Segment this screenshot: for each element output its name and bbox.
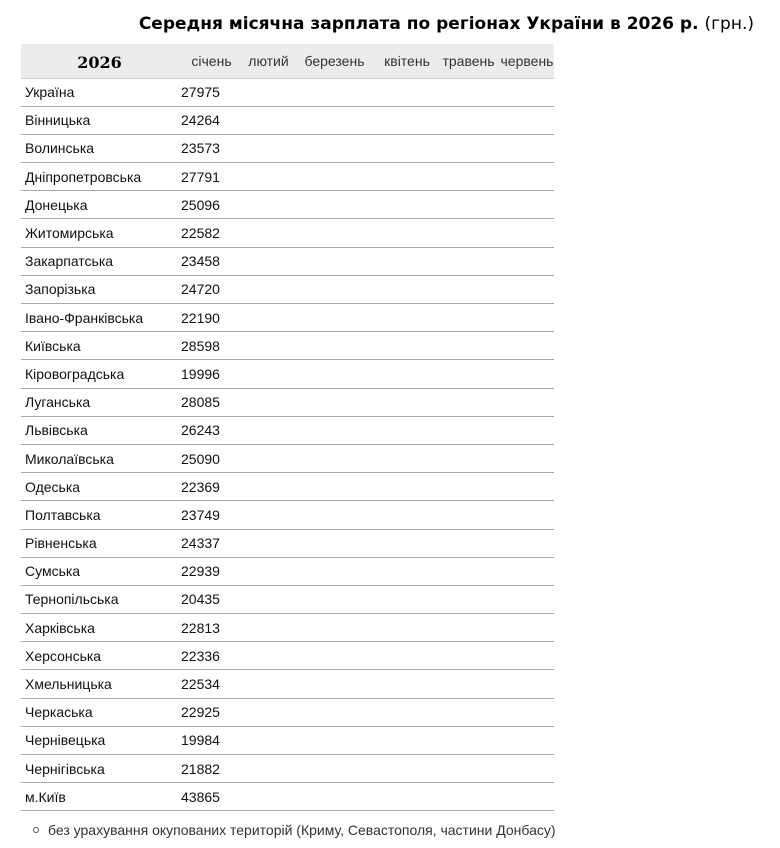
salary-empty-cell [500,755,554,783]
salary-empty-cell [245,444,292,472]
salary-empty-cell [500,388,554,416]
salary-empty-cell [245,585,292,613]
region-name-cell: Івано-Франківська [25,309,144,326]
salary-empty-cell [437,698,500,726]
table-row [21,275,554,303]
salary-empty-cell [437,614,500,642]
salary-empty-cell [437,332,500,360]
salary-empty-cell [292,360,377,388]
salary-empty-cell [292,219,377,247]
salary-empty-cell [437,473,500,501]
salary-empty-cell [500,78,554,106]
salary-empty-cell [292,134,377,162]
salary-jan-cell: 25090 [181,450,220,467]
salary-empty-cell [245,332,292,360]
salary-empty-cell [377,642,437,670]
region-name-cell: Житомирська [25,225,114,242]
region-name-cell: м.Київ [25,788,66,805]
salary-empty-cell [500,642,554,670]
salary-empty-cell [377,585,437,613]
page-title [139,12,754,36]
salary-jan-cell: 21882 [181,760,220,777]
region-name-cell: Харківська [25,619,95,636]
salary-empty-cell [292,332,377,360]
salary-empty-cell [292,388,377,416]
table-row [21,78,554,106]
salary-table [21,44,554,811]
salary-empty-cell [292,783,377,811]
table-row [21,698,554,726]
region-name-cell: Миколаївська [25,450,114,467]
table-row [21,529,554,557]
salary-empty-cell [437,557,500,585]
salary-jan-cell: 23749 [181,506,220,523]
salary-empty-cell [377,416,437,444]
salary-empty-cell [500,332,554,360]
salary-jan-cell: 22534 [181,676,220,693]
salary-empty-cell [500,585,554,613]
salary-empty-cell [437,219,500,247]
table-row [21,304,554,332]
salary-empty-cell [500,416,554,444]
salary-empty-cell [437,247,500,275]
table-row [21,670,554,698]
region-name-cell: Донецька [25,196,88,213]
salary-empty-cell [292,755,377,783]
salary-empty-cell [245,78,292,106]
salary-jan-cell: 22925 [181,704,220,721]
salary-empty-cell [377,134,437,162]
salary-empty-cell [437,416,500,444]
salary-empty-cell [500,106,554,134]
salary-empty-cell [437,304,500,332]
salary-empty-cell [292,501,377,529]
salary-jan-cell: 22190 [181,309,220,326]
salary-empty-cell [245,106,292,134]
salary-empty-cell [245,416,292,444]
region-name-cell: Хмельницька [25,676,112,693]
table-row [21,557,554,585]
salary-empty-cell [292,698,377,726]
table-body [21,78,554,811]
table-row [21,783,554,811]
region-name-cell: Київська [25,337,81,354]
month-header-feb: лютий [248,52,289,69]
salary-empty-cell [377,529,437,557]
table-row [21,444,554,472]
table-header-row [21,44,554,78]
salary-jan-cell: 25096 [181,196,220,213]
salary-empty-cell [292,557,377,585]
region-name-cell: Кіровоградська [25,365,125,382]
salary-empty-cell [292,670,377,698]
region-name-cell: Луганська [25,394,91,411]
salary-jan-cell: 26243 [181,422,220,439]
region-name-cell: Тернопільська [25,591,119,608]
salary-jan-cell: 43865 [181,788,220,805]
table-row [21,642,554,670]
table-row [21,219,554,247]
region-name-cell: Львівська [25,422,88,439]
salary-empty-cell [292,304,377,332]
salary-empty-cell [292,726,377,754]
salary-empty-cell [377,106,437,134]
salary-empty-cell [437,444,500,472]
circle-bullet-icon [33,827,39,833]
salary-empty-cell [500,614,554,642]
region-name-cell: Україна [25,84,75,101]
salary-jan-cell: 22369 [181,478,220,495]
salary-empty-cell [377,444,437,472]
table-row [21,106,554,134]
salary-empty-cell [437,585,500,613]
salary-empty-cell [292,78,377,106]
table-row [21,163,554,191]
salary-empty-cell [500,473,554,501]
salary-empty-cell [437,106,500,134]
salary-empty-cell [292,191,377,219]
region-name-cell: Волинська [25,140,95,157]
month-header-apr: квітень [384,52,430,69]
salary-jan-cell: 24720 [181,281,220,298]
salary-empty-cell [437,783,500,811]
salary-empty-cell [245,191,292,219]
salary-empty-cell [377,388,437,416]
salary-empty-cell [377,726,437,754]
salary-empty-cell [500,163,554,191]
title-text: Середня місячна зарплата по регіонах України в 2026 р. [138,14,699,34]
salary-empty-cell [500,191,554,219]
salary-empty-cell [377,332,437,360]
region-name-cell: Чернігівська [25,760,105,777]
table-row [21,501,554,529]
salary-empty-cell [377,275,437,303]
salary-empty-cell [377,163,437,191]
region-name-cell: Вінницька [25,112,91,129]
salary-empty-cell [377,698,437,726]
table-row [21,134,554,162]
salary-empty-cell [500,783,554,811]
salary-empty-cell [377,247,437,275]
month-header-jan: січень [191,52,232,69]
salary-empty-cell [500,275,554,303]
salary-empty-cell [245,783,292,811]
salary-jan-cell: 19996 [181,365,220,382]
region-name-cell: Чернівецька [25,732,106,749]
salary-empty-cell [292,473,377,501]
table-row [21,755,554,783]
salary-empty-cell [437,726,500,754]
salary-empty-cell [437,642,500,670]
salary-empty-cell [245,163,292,191]
salary-empty-cell [245,557,292,585]
salary-empty-cell [377,614,437,642]
salary-empty-cell [437,163,500,191]
table-row [21,585,554,613]
region-name-cell: Черкаська [25,704,93,721]
salary-empty-cell [377,501,437,529]
region-name-cell: Запорізька [25,281,96,298]
salary-empty-cell [377,783,437,811]
salary-jan-cell: 24264 [181,112,220,129]
salary-empty-cell [437,275,500,303]
salary-jan-cell: 22813 [181,619,220,636]
salary-jan-cell: 19984 [181,732,220,749]
salary-empty-cell [245,134,292,162]
salary-empty-cell [437,755,500,783]
salary-empty-cell [245,614,292,642]
salary-empty-cell [437,501,500,529]
salary-empty-cell [437,78,500,106]
salary-jan-cell: 23573 [181,140,220,157]
footnote-list [30,820,556,840]
salary-empty-cell [437,529,500,557]
salary-jan-cell: 24337 [181,535,220,552]
salary-empty-cell [437,388,500,416]
salary-empty-cell [292,444,377,472]
salary-empty-cell [377,219,437,247]
salary-empty-cell [245,501,292,529]
salary-empty-cell [377,78,437,106]
salary-empty-cell [245,670,292,698]
salary-empty-cell [377,557,437,585]
year-header: 2026 [77,53,122,73]
table-row [21,332,554,360]
salary-empty-cell [437,134,500,162]
salary-empty-cell [292,416,377,444]
region-name-cell: Полтавська [25,506,101,523]
salary-empty-cell [245,529,292,557]
salary-empty-cell [292,275,377,303]
salary-empty-cell [500,726,554,754]
salary-empty-cell [500,247,554,275]
salary-empty-cell [500,501,554,529]
salary-empty-cell [377,755,437,783]
month-header-may: травень [442,52,495,69]
salary-empty-cell [437,191,500,219]
salary-empty-cell [292,585,377,613]
salary-empty-cell [245,698,292,726]
footnote-item [30,820,556,840]
salary-jan-cell: 22939 [181,563,220,580]
salary-empty-cell [292,163,377,191]
salary-empty-cell [500,698,554,726]
salary-empty-cell [245,247,292,275]
salary-empty-cell [245,304,292,332]
salary-empty-cell [500,444,554,472]
salary-jan-cell: 27791 [181,168,220,185]
region-name-cell: Дніпропетровська [25,168,142,185]
salary-jan-cell: 22336 [181,647,220,664]
salary-empty-cell [377,304,437,332]
salary-empty-cell [292,106,377,134]
salary-empty-cell [500,304,554,332]
salary-jan-cell: 27975 [181,84,220,101]
table-row [21,416,554,444]
salary-jan-cell: 22582 [181,225,220,242]
salary-jan-cell: 28598 [181,337,220,354]
salary-empty-cell [245,360,292,388]
salary-empty-cell [292,247,377,275]
salary-empty-cell [377,191,437,219]
salary-empty-cell [245,755,292,783]
salary-empty-cell [245,726,292,754]
salary-empty-cell [292,614,377,642]
salary-empty-cell [245,219,292,247]
table-row [21,388,554,416]
salary-empty-cell [500,670,554,698]
region-name-cell: Закарпатська [25,253,114,270]
table-row [21,614,554,642]
table-row [21,247,554,275]
salary-empty-cell [377,473,437,501]
title-unit: (грн.) [704,14,754,34]
table-row [21,726,554,754]
region-name-cell: Одеська [25,478,81,495]
salary-jan-cell: 20435 [181,591,220,608]
salary-empty-cell [500,557,554,585]
region-name-cell: Херсонська [25,647,102,664]
salary-empty-cell [500,360,554,388]
table-row [21,191,554,219]
salary-empty-cell [500,529,554,557]
salary-empty-cell [377,360,437,388]
region-name-cell: Рівненська [25,535,97,552]
salary-empty-cell [245,388,292,416]
region-name-cell: Сумська [25,563,81,580]
salary-empty-cell [437,670,500,698]
salary-jan-cell: 28085 [181,394,220,411]
month-header-jun: червень [500,52,554,69]
salary-jan-cell: 23458 [181,253,220,270]
table-row [21,473,554,501]
salary-empty-cell [437,360,500,388]
footnote-text: без урахування окупованих територій (Криму, Севастополя, частини Донбасу) [48,822,556,838]
salary-empty-cell [245,642,292,670]
salary-empty-cell [292,642,377,670]
salary-empty-cell [500,134,554,162]
salary-empty-cell [292,529,377,557]
salary-empty-cell [500,219,554,247]
salary-empty-cell [377,670,437,698]
table-row [21,360,554,388]
month-header-mar: березень [304,52,365,69]
salary-empty-cell [245,473,292,501]
salary-empty-cell [245,275,292,303]
